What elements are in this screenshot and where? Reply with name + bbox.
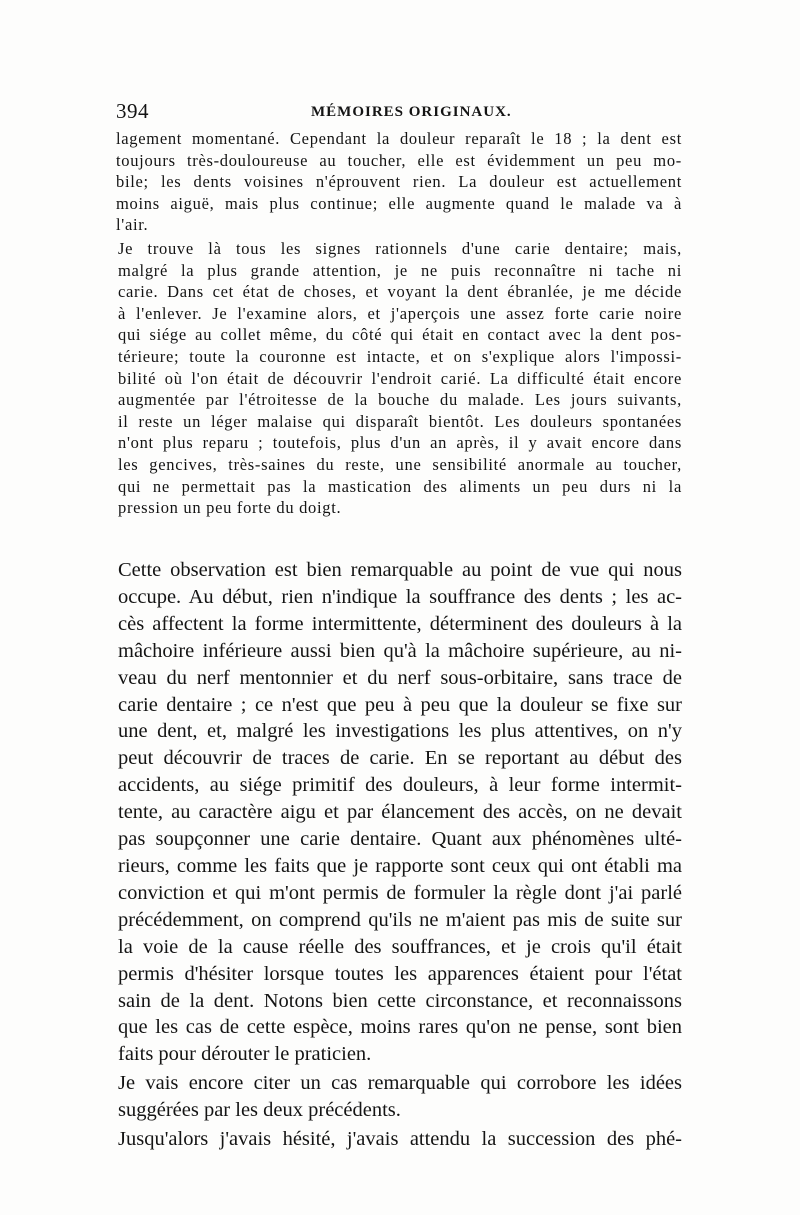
text-line: tente, au caractère aigu et par élancement des accès, on ne devait: [118, 801, 682, 824]
text-line: n'ont plus reparu ; toutefois, plus d'un an après, il y avait encore dans: [118, 433, 682, 453]
text-line: faits pour dérouter le praticien.: [118, 1043, 372, 1066]
page-number: 394: [116, 99, 149, 123]
text-line: rieurs, comme les faits que je rapporte sont ceux qui ont établi ma: [118, 854, 682, 877]
text-line: mâchoire inférieure aussi bien qu'à la mâchoire supérieure, au ni-: [118, 639, 682, 662]
text-line: bilité où l'on était de découvrir l'endroit carié. La difficulté était encore: [118, 368, 682, 388]
text-line: Cette observation est bien remarquable au point de vue qui nous: [118, 559, 682, 581]
commentary-text: [116, 557, 682, 1153]
text-line: qui siége au collet même, du côté qui était en contact avec la dent pos-: [118, 325, 682, 345]
text-line: carie. Dans cet état de choses, et voyant la dent ébranlée, je me décide: [118, 282, 682, 302]
text-line: Jusqu'alors j'avais hésité, j'avais attendu la succession des phé-: [118, 1128, 682, 1151]
text-line: pression un peu forte du doigt.: [118, 498, 342, 518]
text-line: l'air.: [116, 215, 149, 235]
text-line: occupe. Au début, rien n'indique la souffrance des dents ; les ac-: [118, 585, 682, 608]
text-line: conviction et qui m'ont permis de formuler la règle dont j'ai parlé: [118, 881, 682, 904]
text-line: Je trouve là tous les signes rationnels d'une carie dentaire; mais,: [118, 238, 682, 258]
text-line: moins aiguë, mais plus continue; elle augmente quand le malade va à: [116, 193, 682, 213]
text-line: Je vais encore citer un cas remarquable qui corrobore les idées: [118, 1072, 682, 1095]
text-line: qui ne permettait pas la mastication des aliments un peu durs ni la: [118, 476, 682, 496]
paragraph-next-case: [116, 1126, 682, 1153]
text-line: bile; les dents voisines n'éprouvent rien. La douleur est actuellement: [116, 172, 682, 192]
text-line: pas soupçonner une carie dentaire. Quant aux phénomènes ulté-: [118, 828, 682, 851]
case-report-text: [116, 128, 682, 519]
text-line: que les cas de cette espèce, moins rares qu'on ne pense, sont bien: [118, 1016, 682, 1039]
text-line: toujours très-douloureuse au toucher, elle est évidemment un peu mo-: [116, 150, 682, 170]
text-line: cès affectent la forme intermittente, déterminent des douleurs à la: [118, 612, 682, 635]
text-line: carie dentaire ; ce n'est que peu à peu que la douleur se fixe sur: [118, 693, 682, 716]
text-line: veau du nerf mentonnier et du nerf sous-orbitaire, sans trace de: [118, 666, 682, 689]
running-title: MÉMOIRES ORIGINAUX.: [311, 104, 512, 120]
paragraph-examination: [116, 238, 682, 519]
paragraph-continued: [116, 128, 682, 236]
text-line: suggérées par les deux précédents.: [118, 1099, 401, 1122]
text-line: peut découvrir de traces de carie. En se reportant au début des: [118, 747, 682, 770]
text-line: les gencives, très-saines du reste, une sensibilité anormale au toucher,: [118, 454, 682, 474]
text-line: sain de la dent. Notons bien cette circonstance, et reconnaissons: [118, 989, 682, 1012]
paragraph-commentary: [116, 557, 682, 1068]
text-line: une dent, et, malgré les investigations les plus attentives, on n'y: [118, 720, 682, 743]
text-line: térieure; toute la couronne est intacte, et on s'explique alors l'impossi-: [118, 346, 682, 366]
text-line: la voie de la cause réelle des souffrances, et je crois qu'il était: [118, 935, 682, 958]
running-head: [116, 97, 686, 125]
text-line: permis d'hésiter lorsque toutes les apparences étaient pour l'état: [118, 962, 682, 985]
text-line: malgré la plus grande attention, je ne puis reconnaître ni tache ni: [118, 260, 682, 280]
text-line: il reste un léger malaise qui disparaît bientôt. Les douleurs spontanées: [118, 411, 682, 431]
text-line: lagement momentané. Cependant la douleur reparaît le 18 ; la dent est: [116, 129, 682, 148]
text-line: à l'enlever. Je l'examine alors, et j'aperçois une assez forte carie noire: [118, 303, 682, 323]
text-line: accidents, au siége primitif des douleurs, à leur forme intermit-: [118, 774, 682, 797]
text-line: précédemment, on comprend qu'ils ne m'aient pas mis de suite sur: [118, 908, 682, 931]
paragraph-transition: [116, 1070, 682, 1124]
text-line: augmentée par l'étroitesse de la bouche du malade. Les jours suivants,: [118, 390, 682, 410]
